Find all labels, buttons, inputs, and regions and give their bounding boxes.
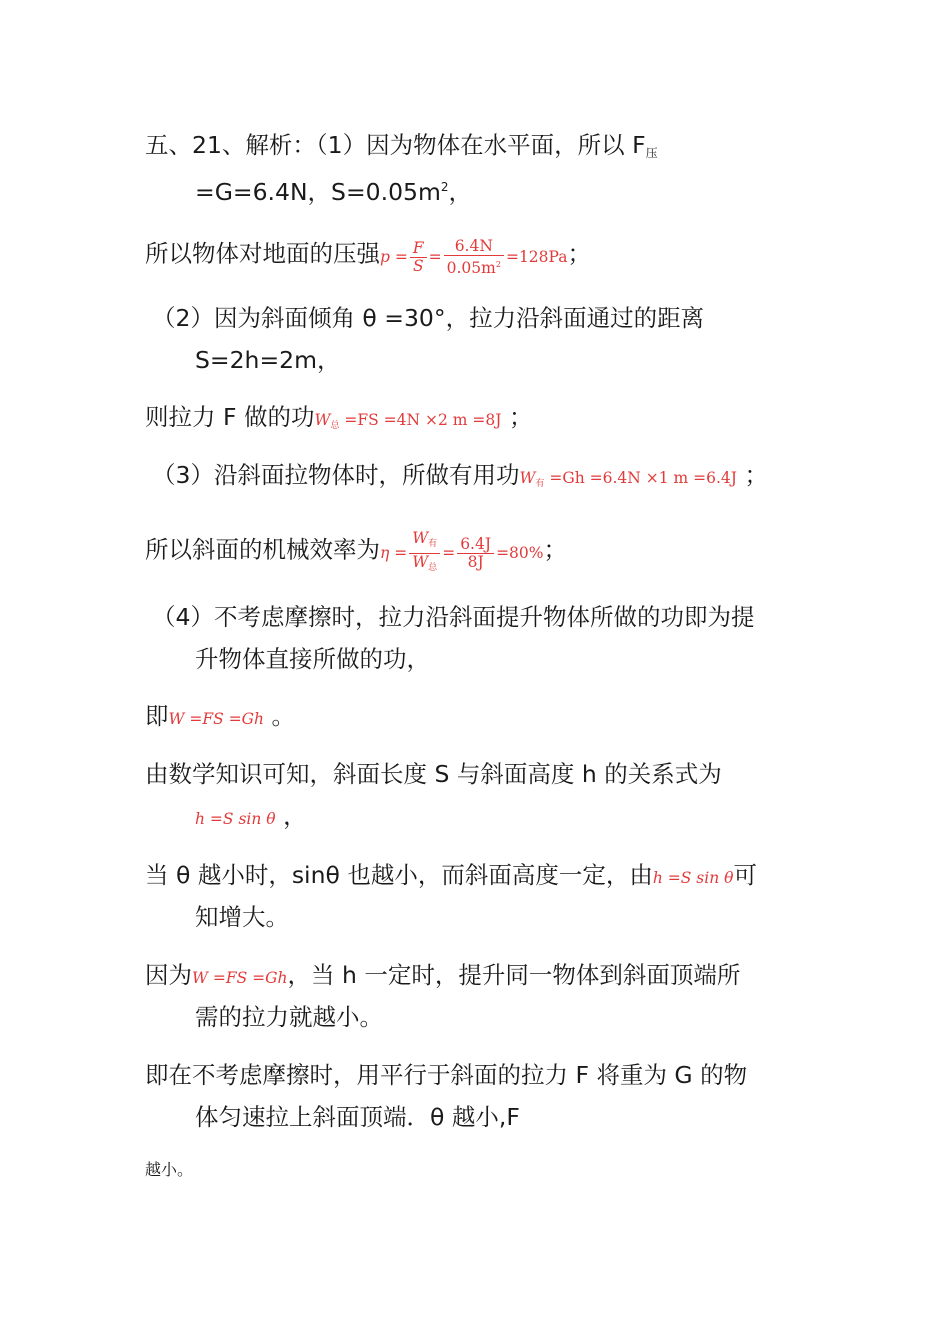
line-18: 即在不考虑摩擦时，用平行于斜面的拉力 F 将重为 G 的物: [145, 1061, 748, 1089]
line-17: 需的拉力就越小。: [195, 1003, 383, 1031]
line-1: 五、21、解析：（1）因为物体在水平面，所以 F压: [145, 131, 658, 160]
line-3: 所以物体对地面的压强p = $\frac{F}{S}$ = $\frac{6.4N}{0.05m^2}$ =128Pa；: [145, 237, 591, 277]
line-8: 所以斜面的机械效率为η = $\frac{W_有}{W_总}$ = $\frac{6.4J}{8J}$ =80%；: [145, 529, 568, 573]
line-4: （2）因为斜面倾角 θ =30°，拉力沿斜面通过的距离: [152, 304, 705, 332]
line-2: =G=6.4N，$S=0.05m^2$，: [195, 178, 473, 206]
total-work-formula: $W_总 =FS =4N \times 2$ m =8J: [314, 411, 502, 431]
line-13: h =S sin θ ，: [195, 802, 307, 830]
line-20: 越小。: [145, 1160, 194, 1179]
efficiency-formula: η = $\frac{W_有}{W_总}$ = $\frac{6.4J}{8J}$ =80%: [380, 529, 544, 573]
line-12: 由数学知识可知，斜面长度 S 与斜面高度 h 的关系式为: [145, 760, 722, 788]
height-formula-inline: h =S sin θ: [652, 869, 734, 887]
line-10: 升物体直接所做的功，: [195, 645, 430, 673]
line-11: 即W =FS =Gh 。: [145, 702, 295, 730]
work-equation-inline: W =FS =Gh: [192, 969, 288, 987]
line-16: 因为W =FS =Gh，当 h 一定时，提升同一物体到斜面顶端所: [145, 961, 741, 989]
line-14: 当 θ 越小时，sinθ 也越小，而斜面高度一定，由h =S sin θ可: [145, 861, 757, 889]
line-7: （3）沿斜面拉物体时，所做有用功$W_有 =Gh =6.4N \times 1$ m =6.4J ；: [152, 461, 768, 489]
line-5: S=2h=2m，: [195, 346, 341, 374]
line-15: 知增大。: [195, 903, 289, 931]
height-formula: h =S sin θ: [195, 810, 276, 828]
work-equation: W =FS =Gh: [168, 710, 264, 728]
useful-work-formula: $W_有 =Gh =6.4N \times 1$ m =6.4J: [519, 469, 738, 489]
line-6: 则拉力 F 做的功$W_总 =FS =4N \times 2$ m =8J ；: [145, 403, 533, 431]
pressure-formula: p = $\frac{F}{S}$ = $\frac{6.4N}{0.05m^2}$ =128Pa: [380, 237, 568, 277]
line-9: （4）不考虑摩擦时，拉力沿斜面提升物体所做的功即为提: [152, 603, 755, 631]
line-19: 体匀速拉上斜面顶端．θ 越小,F: [195, 1103, 520, 1131]
